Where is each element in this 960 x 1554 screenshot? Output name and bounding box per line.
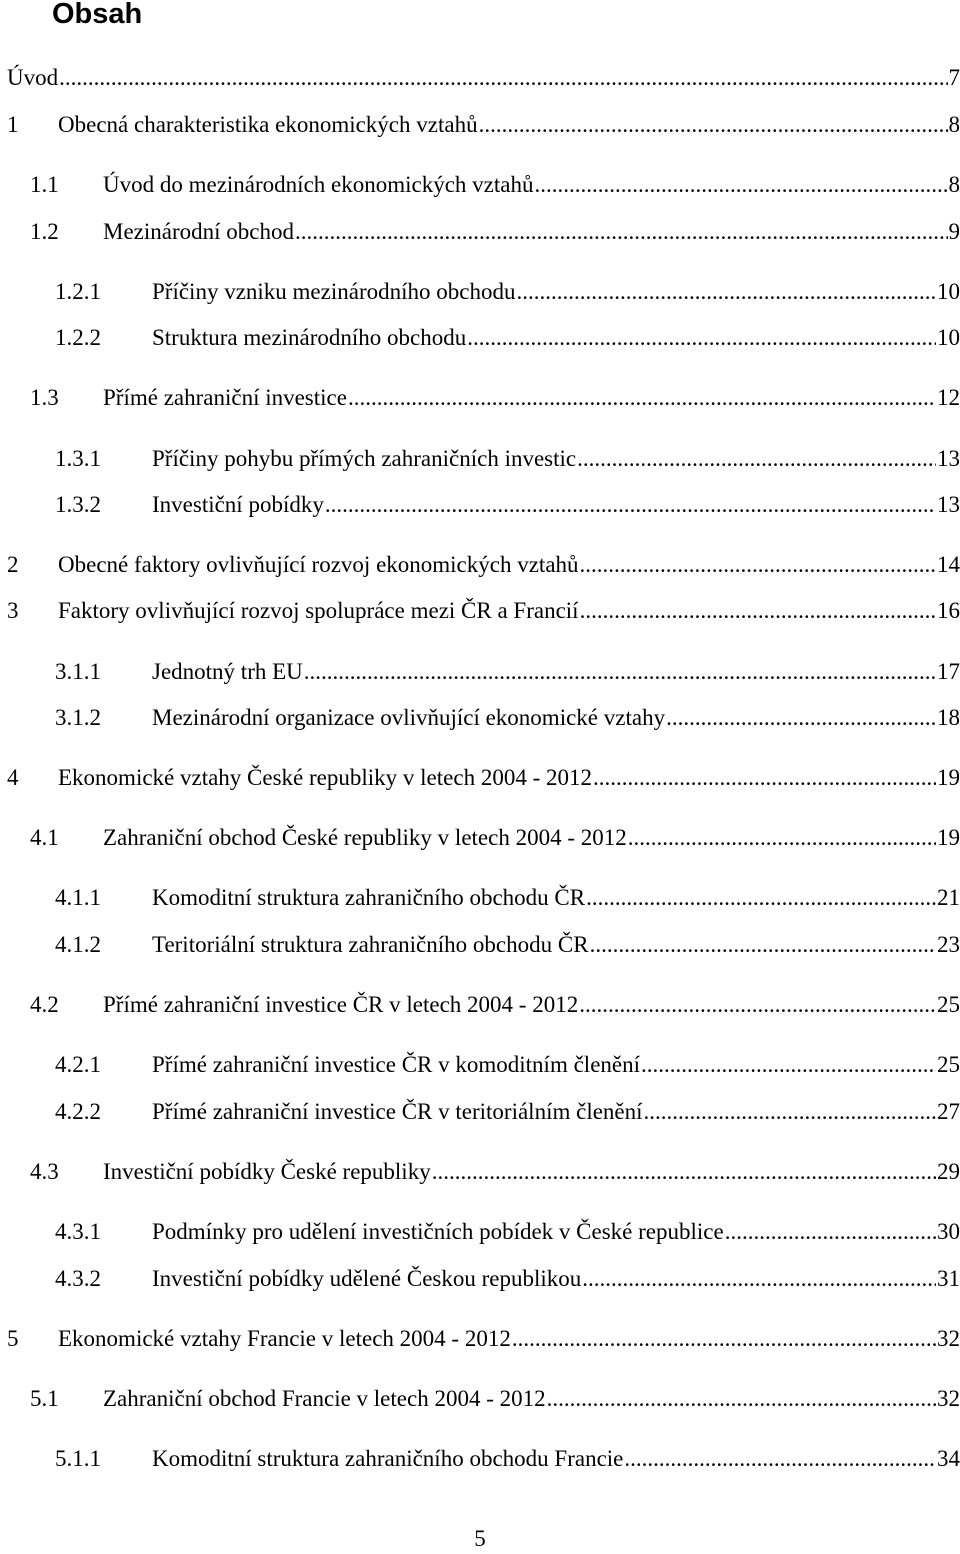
toc-entry-title: Přímé zahraniční investice ČR v komoditním členění [152, 1050, 640, 1080]
toc-entry-title: Komoditní struktura zahraničního obchodu Francie [152, 1444, 623, 1474]
toc-entry-4[interactable] [7, 763, 960, 793]
toc-entry-1-1[interactable] [30, 170, 960, 200]
toc-entry-number: 4.1.1 [55, 883, 152, 913]
toc-leader-dots [325, 490, 936, 520]
toc-entry-title: Investiční pobídky [152, 490, 324, 520]
toc-entry-title: Zahraniční obchod Francie v letech 2004 - 2012 [103, 1384, 546, 1414]
toc-entry-4-2[interactable] [30, 990, 960, 1020]
toc-leader-dots [644, 1097, 936, 1127]
toc-entry-page: 14 [937, 550, 960, 580]
toc-entry-number: 1.3.1 [55, 444, 152, 474]
page-title: Obsah [52, 0, 142, 34]
toc-entry-page: 32 [937, 1384, 960, 1414]
toc-entry-number: 4.3 [30, 1157, 103, 1187]
toc-entry-number: 5 [7, 1324, 58, 1354]
toc-entry-title: Ekonomické vztahy České republiky v letech 2004 - 2012 [58, 763, 592, 793]
toc-entry-number: 1.2 [30, 217, 103, 247]
toc-entry-title: Obecné faktory ovlivňující rozvoj ekonomických vztahů [58, 550, 579, 580]
toc-entry-page: 21 [937, 883, 960, 913]
toc-leader-dots [479, 110, 948, 140]
toc-entry-title: Přímé zahraniční investice ČR v letech 2004 - 2012 [103, 990, 578, 1020]
toc-entry-number: 4.2 [30, 990, 103, 1020]
toc-entry-title: Úvod do mezinárodních ekonomických vztahů [103, 170, 534, 200]
toc-leader-dots [59, 63, 947, 93]
toc-entry-title: Investiční pobídky udělené Českou republikou [152, 1264, 581, 1294]
toc-entry-page: 19 [937, 763, 960, 793]
toc-entry-1-3[interactable] [30, 383, 960, 413]
toc-entry-number: 1.1 [30, 170, 103, 200]
toc-entry-title: Komoditní struktura zahraničního obchodu ČR [152, 883, 585, 913]
toc-entry-page: 32 [937, 1324, 960, 1354]
toc-entry-page: 9 [949, 217, 960, 247]
toc-entry-page: 19 [937, 823, 960, 853]
toc-entry-3-1-1[interactable] [55, 657, 960, 687]
toc-entry-number: 4.2.1 [55, 1050, 152, 1080]
toc-leader-dots [628, 823, 936, 853]
toc-entry-number: 1.3 [30, 383, 103, 413]
toc-entry-title: Faktory ovlivňující rozvoj spolupráce mezi ČR a Francií [58, 596, 579, 626]
toc-leader-dots [666, 703, 936, 733]
toc-entry-page: 10 [937, 277, 960, 307]
toc-entry-number: 4.3.2 [55, 1264, 152, 1294]
toc-entry-5-1[interactable] [30, 1384, 960, 1414]
toc-leader-dots [580, 550, 936, 580]
toc-leader-dots [624, 1444, 936, 1474]
toc-entry-number: 3.1.2 [55, 703, 152, 733]
toc-entry-number: 4.1 [30, 823, 103, 853]
toc-entry-number: 1 [7, 110, 58, 140]
toc-entry-number: 3 [7, 596, 58, 626]
toc-leader-dots [586, 883, 936, 913]
toc-entry-title: Teritoriální struktura zahraničního obchodu ČR [152, 930, 589, 960]
toc-entry-3-1-2[interactable] [55, 703, 960, 733]
toc-entry-number: 5.1 [30, 1384, 103, 1414]
toc-entry-title: Ekonomické vztahy Francie v letech 2004 - 2012 [58, 1324, 511, 1354]
toc-entry-4-2-1[interactable] [55, 1050, 960, 1080]
toc-entry-title: Přímé zahraniční investice ČR v teritoriálním členění [152, 1097, 643, 1127]
toc-entry-page: 12 [937, 383, 960, 413]
toc-entry-1-2-2[interactable] [55, 323, 960, 353]
toc-leader-dots [304, 657, 936, 687]
toc-leader-dots [641, 1050, 936, 1080]
toc-entry-page: 31 [937, 1264, 960, 1294]
toc-entry-number: 3.1.1 [55, 657, 152, 687]
toc-entry-5[interactable] [7, 1324, 960, 1354]
toc-entry-number: 1.2.1 [55, 277, 152, 307]
toc-entry-title: Mezinárodní organizace ovlivňující ekonomické vztahy [152, 703, 665, 733]
toc-leader-dots [295, 217, 948, 247]
toc-entry-1-3-1[interactable] [55, 444, 960, 474]
toc-entry-page: 29 [937, 1157, 960, 1187]
toc-entry-page: 23 [937, 930, 960, 960]
toc-entry-page: 8 [949, 110, 960, 140]
toc-entry-page: 34 [937, 1444, 960, 1474]
toc-entry-title: Jednotný trh EU [152, 657, 303, 687]
toc-entry-page: 16 [937, 596, 960, 626]
toc-entry-4-1-1[interactable] [55, 883, 960, 913]
toc-entry-number: 4.2.2 [55, 1097, 152, 1127]
toc-entry-intro[interactable] [7, 63, 960, 93]
toc-entry-title: Úvod [7, 63, 58, 93]
toc-leader-dots [547, 1384, 936, 1414]
toc-leader-dots [512, 1324, 936, 1354]
toc-entry-number: 1.3.2 [55, 490, 152, 520]
toc-entry-page: 13 [937, 490, 960, 520]
toc-leader-dots [593, 763, 936, 793]
toc-entry-page: 18 [937, 703, 960, 733]
toc-entry-page: 25 [937, 1050, 960, 1080]
toc-entry-1[interactable] [7, 110, 960, 140]
toc-entry-page: 17 [937, 657, 960, 687]
toc-leader-dots [580, 596, 936, 626]
toc-entry-number: 4 [7, 763, 58, 793]
toc-entry-title: Příčiny vzniku mezinárodního obchodu [152, 277, 515, 307]
toc-entry-number: 4.1.2 [55, 930, 152, 960]
toc-entry-4-3-1[interactable] [55, 1217, 960, 1247]
toc-entry-number: 2 [7, 550, 58, 580]
toc-entry-page: 10 [937, 323, 960, 353]
toc-entry-4-1[interactable] [30, 823, 960, 853]
toc-entry-1-2[interactable] [30, 217, 960, 247]
toc-entry-title: Příčiny pohybu přímých zahraničních investic [152, 444, 576, 474]
toc-entry-5-1-1[interactable] [55, 1444, 960, 1474]
toc-entry-page: 27 [937, 1097, 960, 1127]
toc-entry-title: Přímé zahraniční investice [103, 383, 347, 413]
toc-leader-dots [432, 1157, 936, 1187]
toc-entry-number: 1.2.2 [55, 323, 152, 353]
toc-leader-dots [579, 990, 936, 1020]
toc-entry-title: Struktura mezinárodního obchodu [152, 323, 466, 353]
toc-entry-page: 8 [949, 170, 960, 200]
toc-leader-dots [582, 1264, 936, 1294]
toc-leader-dots [348, 383, 936, 413]
toc-entry-page: 7 [949, 63, 960, 93]
toc-entry-page: 30 [937, 1217, 960, 1247]
toc-entry-number: 5.1.1 [55, 1444, 152, 1474]
toc-entry-number: 4.3.1 [55, 1217, 152, 1247]
toc-entry-4-2-2[interactable] [55, 1097, 960, 1127]
toc-entry-2[interactable] [7, 550, 960, 580]
toc-entry-title: Podmínky pro udělení investičních pobídek v České republice [152, 1217, 724, 1247]
toc-entry-1-3-2[interactable] [55, 490, 960, 520]
toc-entry-3[interactable] [7, 596, 960, 626]
toc-entry-title: Mezinárodní obchod [103, 217, 294, 247]
toc-entry-4-1-2[interactable] [55, 930, 960, 960]
toc-entry-1-2-1[interactable] [55, 277, 960, 307]
toc-entry-page: 25 [937, 990, 960, 1020]
toc-entry-4-3[interactable] [30, 1157, 960, 1187]
page-number: 5 [0, 1524, 960, 1554]
toc-leader-dots [467, 323, 936, 353]
toc-leader-dots [725, 1217, 936, 1247]
toc-entry-title: Investiční pobídky České republiky [103, 1157, 431, 1187]
toc-leader-dots [535, 170, 948, 200]
toc-leader-dots [590, 930, 936, 960]
toc-entry-title: Obecná charakteristika ekonomických vztahů [58, 110, 478, 140]
toc-leader-dots [516, 277, 936, 307]
toc-entry-page: 13 [937, 444, 960, 474]
toc-leader-dots [577, 444, 936, 474]
toc-entry-4-3-2[interactable] [55, 1264, 960, 1294]
toc-entry-title: Zahraniční obchod České republiky v letech 2004 - 2012 [103, 823, 627, 853]
